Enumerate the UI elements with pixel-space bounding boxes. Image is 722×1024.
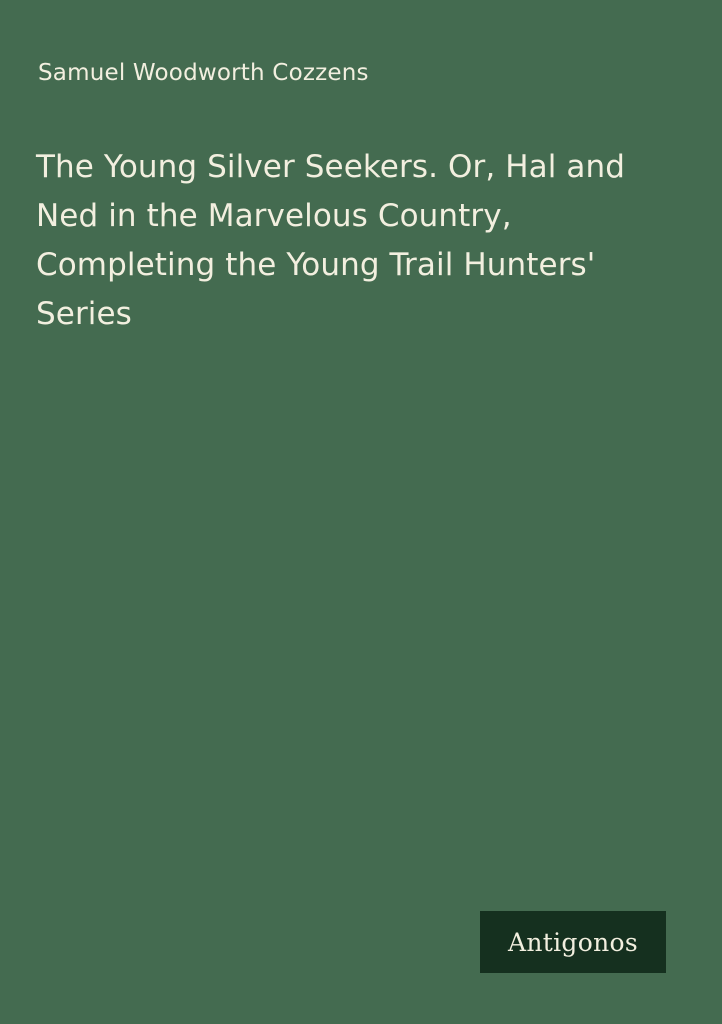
publisher-badge bbox=[480, 911, 666, 973]
author-name: Samuel Woodworth Cozzens bbox=[38, 60, 369, 86]
publisher-name: Antigonos bbox=[508, 927, 638, 957]
book-title: The Young Silver Seekers. Or, Hal and Ned in the Marvelous Country, Completing the Young Trail Hunters' Series bbox=[36, 149, 626, 332]
